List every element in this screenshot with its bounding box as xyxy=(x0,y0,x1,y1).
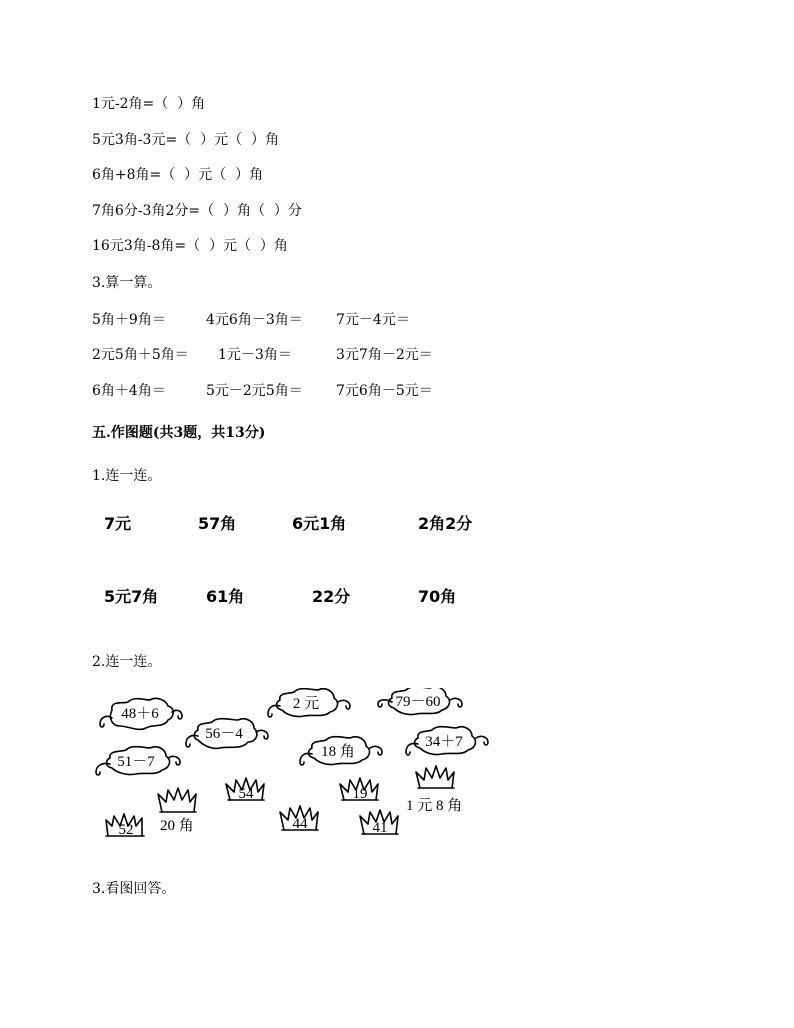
match-item-bottom: 70角 xyxy=(418,587,457,606)
match-item-top: 2角2分 xyxy=(418,514,473,533)
leaf-label: 34＋7 xyxy=(425,734,463,750)
exercise-line-1: 1元-2角=（ ）角 xyxy=(92,96,206,112)
match-item-bottom: 22分 xyxy=(312,587,351,606)
q3-title: 3.算一算。 xyxy=(92,275,162,291)
match-item-bottom: 61角 xyxy=(206,587,245,606)
q3-see-picture-title: 3.看图回答。 xyxy=(92,881,176,897)
grass-empty xyxy=(158,788,196,812)
free-label: 1 元 8 角 xyxy=(406,798,463,814)
exercise-line-4: 7角6分-3角2分=（ ）角（ ）分 xyxy=(92,203,302,219)
leaf-label: 56－4 xyxy=(205,726,243,742)
calc-item: 4元6角－3角＝ xyxy=(206,312,303,328)
calc-item: 5角＋9角＝ xyxy=(92,312,166,328)
match-item-bottom: 5元7角 xyxy=(104,587,159,606)
match-item-top: 57角 xyxy=(198,514,237,533)
exercise-line-5: 16元3角-8角=（ ）元（ ）角 xyxy=(92,238,288,254)
leaf-label: 48＋6 xyxy=(121,706,159,722)
calc-item: 6角＋4角＝ xyxy=(92,383,166,399)
matching-figure xyxy=(90,688,510,848)
exercise-line-3: 6角+8角=（ ）元（ ）角 xyxy=(92,167,264,183)
section-title: 五.作图题(共3题，共13分) xyxy=(92,425,266,441)
calc-item: 2元5角＋5角＝ xyxy=(92,347,189,363)
leaf-label: 2 元 xyxy=(292,696,320,712)
grass-label: 19 xyxy=(352,786,368,802)
exercise-line-2: 5元3角-3元=（ ）元（ ）角 xyxy=(92,132,279,148)
free-label: 20 角 xyxy=(160,818,194,834)
match-item-top: 6元1角 xyxy=(292,514,347,533)
grass-unlabeled-right xyxy=(416,766,454,788)
calc-item: 5元－2元5角＝ xyxy=(206,383,303,399)
calc-item: 7元6角－5元＝ xyxy=(336,383,433,399)
calc-item: 1元－3角＝ xyxy=(218,347,292,363)
match-item-top: 7元 xyxy=(104,514,132,533)
q2-title: 2.连一连。 xyxy=(92,654,162,670)
grass-label: 44 xyxy=(292,816,308,832)
leaf-label: 18 角 xyxy=(321,744,355,760)
grass-label: 54 xyxy=(238,786,254,802)
leaf-label: 51－7 xyxy=(117,754,155,770)
calc-item: 3元7角－2元＝ xyxy=(336,347,433,363)
grass-label: 52 xyxy=(118,822,134,838)
q1-title: 1.连一连。 xyxy=(92,468,162,484)
calc-item: 7元－4元＝ xyxy=(336,312,410,328)
grass-label: 41 xyxy=(372,820,388,836)
leaf-label: 79－60 xyxy=(395,694,441,710)
